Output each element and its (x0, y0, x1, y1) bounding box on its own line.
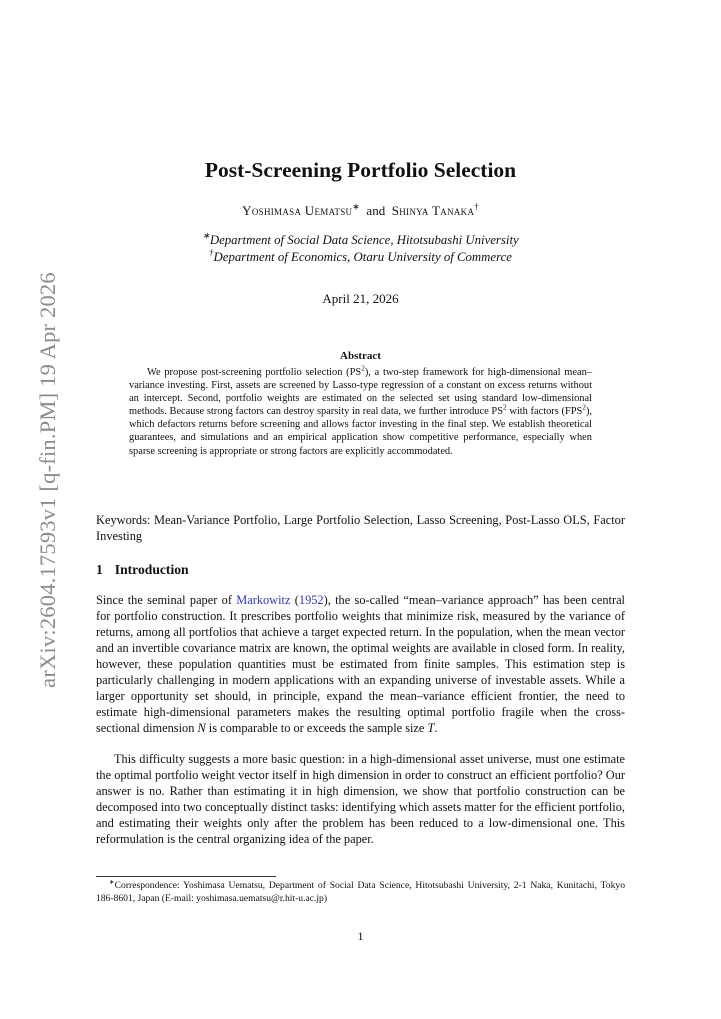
paragraph-text: , the so-called “mean–variance approach” has been central for portfolio construction. It prescribes portfolio weights that minimize risk, measured by the variance of returns, among all portfolios that achieve a target expected return. In the population, when the mean vector and an invertible covariance matrix are known, the optimal weights are available in closed form. In reality, however, these population quantities must be estimated from finite samples. This estimation step is particularly challenging in modern applications with an expanding universe of investable assets. While a larger opportunity set should, in principle, expand the mean–variance efficient frontier, the need to estimate high-dimensional parameters makes the resulting optimal portfolio fragile when the cross-sectional dimension (96, 593, 625, 735)
abstract-text: with factors (FPS (506, 406, 583, 418)
footnote-rule (96, 876, 276, 877)
paragraph-text: . (434, 720, 438, 735)
author-name: Yoshimasa Uematsu (242, 203, 353, 218)
superscript: 2 (582, 403, 586, 412)
section-title: Introduction (114, 562, 189, 577)
superscript: 2 (361, 364, 365, 373)
author-footnote-mark: ∗ (352, 201, 360, 212)
author-line (0, 203, 721, 219)
keywords: Keywords: Mean-Variance Portfolio, Large Portfolio Selection, Lasso Screening, Post-Lasso OLS, Factor Investing (96, 513, 625, 544)
affiliation-2 (0, 247, 721, 265)
page-number: 1 (357, 929, 364, 943)
paragraph-text: ) (323, 593, 328, 607)
abstract-heading: Abstract (340, 350, 381, 362)
section-heading (96, 562, 189, 578)
citation-link-author[interactable]: Markowitz (236, 593, 291, 607)
paper-date: April 21, 2026 (322, 291, 399, 306)
affiliation-text: Department of Economics, Otaru University of Commerce (213, 250, 512, 264)
footnote-mark: ∗ (109, 878, 115, 886)
author-footnote-mark: † (474, 201, 479, 212)
paper-title: Post-Screening Portfolio Selection (204, 158, 517, 182)
affiliation-mark: † (209, 247, 214, 258)
author-name: Shinya Tanaka (391, 203, 475, 218)
paragraph-text: ( (290, 593, 299, 607)
abstract-text: ), a two-step framework for high-dimensional mean–variance investing. First, assets are screened by Lasso-type regression of a constant on excess returns without an intercept. Second, portfolio weights are estimated on the selected set using standard low-dimensional methods. Because strong factors can destroy sparsity in real data, we further introduce PS (129, 367, 592, 418)
intro-paragraph-1 (96, 593, 625, 737)
footnote (96, 880, 625, 906)
paragraph-text: Since the seminal paper of (96, 593, 237, 607)
math-symbol: T (427, 720, 435, 735)
affiliation-text: Department of Social Data Science, Hitotsubashi University (209, 233, 519, 247)
paragraph-text: is comparable to or exceeds the sample size (205, 720, 428, 735)
superscript: 2 (502, 403, 507, 412)
abstract-text: ), which defactors returns before screening and allows factor investing in the final step. We establish theoretical guarantees, and simulations and an empirical application show competitive performance, especially when sparse screening is appropriate or strong factors are explicitly accommodated. (129, 406, 592, 457)
citation-link-year[interactable]: 1952 (298, 593, 324, 607)
abstract-body (129, 366, 592, 458)
author-conjunction: and (366, 203, 386, 218)
math-symbol: N (197, 720, 206, 735)
affiliation-mark: ∗ (202, 230, 210, 241)
footnote-text: Correspondence: Yoshimasa Uematsu, Department of Social Data Science, Hitotsubashi University, 2-1 Naka, Kunitachi, Tokyo 186-8601, Japan (E-mail: yoshimasa.uematsu@r.hit-u.ac.jp) (96, 880, 625, 904)
intro-paragraph-2: This difficulty suggests a more basic question: in a high-dimensional asset universe, must one estimate the optimal portfolio weight vector itself in high dimension in order to construct an efficient portfolio? Our answer is no. Rather than estimating it in high dimension, we show that portfolio construction can be decomposed into two conceptually distinct tasks: identifying which assets matter for the efficient portfolio, and estimating their weights only after the problem has been reduced to a low-dimensional one. This reformulation is the central organizing idea of the paper. (96, 752, 625, 846)
abstract-text: We propose post-screening portfolio selection (PS (147, 367, 362, 378)
section-number: 1 (96, 562, 103, 577)
arxiv-identifier-stamp: arXiv:2604.17593v1 [q-fin.PM] 19 Apr 2026 (35, 272, 60, 688)
affiliation-1 (0, 230, 721, 248)
